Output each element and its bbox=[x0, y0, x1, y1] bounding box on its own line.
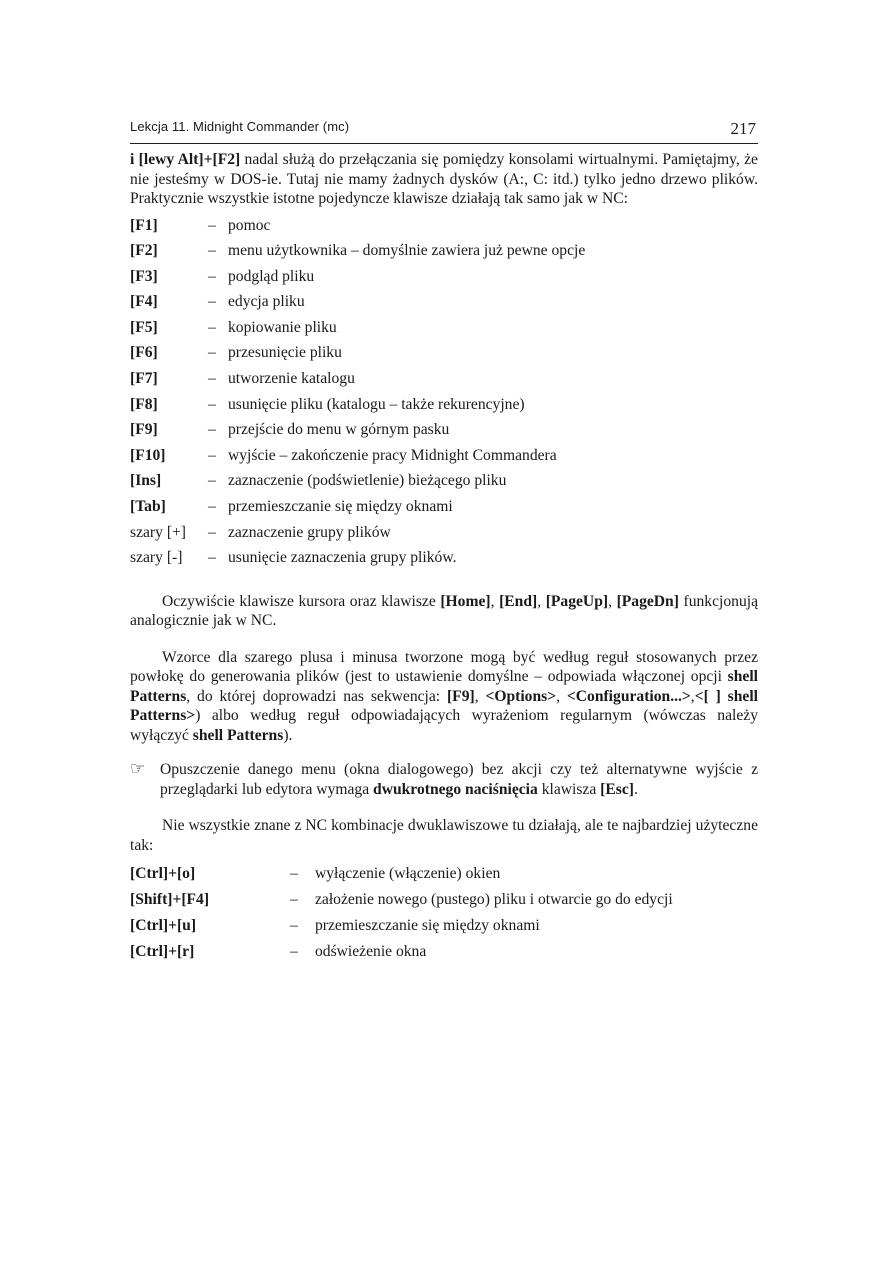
dash: – bbox=[208, 318, 216, 336]
dash: – bbox=[208, 242, 216, 260]
text-run: ). bbox=[283, 726, 293, 744]
combo-row bbox=[130, 891, 758, 917]
combo-list bbox=[130, 865, 758, 969]
patterns-paragraph bbox=[130, 648, 758, 746]
dash: – bbox=[208, 293, 216, 311]
dash: – bbox=[208, 421, 216, 439]
text-run: , do której doprowadzi nas sekwencja: bbox=[186, 687, 447, 705]
key-row bbox=[130, 242, 758, 268]
key-row bbox=[130, 421, 758, 447]
text-run: , bbox=[690, 687, 695, 705]
page-body bbox=[130, 150, 758, 969]
dash: – bbox=[208, 370, 216, 388]
combo-key: [Ctrl]+[o] bbox=[130, 865, 196, 883]
key-desc: menu użytkownika – domyślnie zawiera już pewne opcje bbox=[228, 242, 586, 260]
text-run: Wzorce dla szarego plusa i minusa tworzone mogą być według reguł stosowanych przez powłokę do generowania plików (jest to ustawienie domyślne – odpowiada włączonej opcji bbox=[130, 648, 758, 686]
gray-key-label bbox=[130, 524, 208, 542]
dash: – bbox=[208, 395, 216, 413]
note-block bbox=[130, 760, 758, 799]
pagedn-key: [PageDn] bbox=[616, 592, 679, 610]
gray-prefix: szary bbox=[130, 549, 163, 567]
dash: – bbox=[208, 446, 216, 464]
key-list bbox=[130, 217, 758, 575]
key-row bbox=[130, 396, 758, 422]
dash: – bbox=[208, 549, 216, 567]
key-label: [Tab] bbox=[130, 498, 166, 516]
key-label: [F6] bbox=[130, 344, 158, 362]
key-row bbox=[130, 370, 758, 396]
key-row bbox=[130, 319, 758, 345]
key-label: [F1] bbox=[130, 216, 158, 234]
key-row bbox=[130, 498, 758, 524]
dash: – bbox=[208, 472, 216, 490]
key-row bbox=[130, 549, 758, 575]
combo-desc: wyłączenie (włączenie) okien bbox=[315, 865, 501, 883]
key-desc: kopiowanie pliku bbox=[228, 318, 337, 336]
text-run: ) albo według reguł odpowiadających wyrażeniom regularnym (wówczas należy wyłączyć bbox=[130, 707, 758, 744]
dash: – bbox=[208, 498, 216, 516]
key-label: [F3] bbox=[130, 267, 158, 285]
page-number: 217 bbox=[730, 119, 756, 138]
text-run: , bbox=[608, 592, 617, 610]
combo-row bbox=[130, 943, 758, 969]
text-run: , bbox=[537, 592, 546, 610]
key-desc: przemieszczanie się między oknami bbox=[228, 498, 453, 516]
text-run: Opuszczenie danego menu (okna dialogowego) bez akcji czy też alternatywne wyjście z przeglądarki lub edytora wymaga bbox=[160, 761, 758, 798]
text-run: , bbox=[556, 687, 567, 705]
intro-key: i [lewy Alt]+[F2] bbox=[130, 151, 241, 168]
combo-desc: przemieszczanie się między oknami bbox=[315, 917, 540, 935]
key-row bbox=[130, 268, 758, 294]
key-row bbox=[130, 447, 758, 473]
dash: – bbox=[208, 216, 216, 234]
bold-term: [F9] bbox=[446, 687, 475, 705]
key-desc: przesunięcie pliku bbox=[228, 344, 342, 362]
key-label: [Ins] bbox=[130, 472, 162, 490]
key-label: [F4] bbox=[130, 293, 158, 311]
running-title: Lekcja 11. Midnight Commander (mc) bbox=[130, 119, 350, 134]
page-header bbox=[130, 117, 758, 144]
combo-key: [Ctrl]+[r] bbox=[130, 943, 195, 961]
key-desc: zaznaczenie (podświetlenie) bieżącego pliku bbox=[228, 472, 507, 490]
gray-key-label bbox=[130, 549, 208, 567]
cursor-keys-paragraph bbox=[130, 592, 758, 631]
key-desc: pomoc bbox=[228, 216, 271, 234]
home-key: [Home] bbox=[440, 592, 491, 610]
combo-row bbox=[130, 865, 758, 891]
dash: – bbox=[290, 891, 298, 909]
note-text bbox=[160, 760, 758, 799]
dash: – bbox=[290, 865, 298, 883]
text-run: , bbox=[474, 687, 486, 705]
text-run: . bbox=[633, 780, 638, 798]
dash: – bbox=[208, 344, 216, 362]
combo-row bbox=[130, 917, 758, 943]
key-desc: wyjście – zakończenie pracy Midnight Commandera bbox=[228, 446, 557, 464]
bold-term: <[ ] shell Patterns> bbox=[130, 687, 759, 725]
combos-paragraph: Nie wszystkie znane z NC kombinacje dwuklawiszowe tu działają, ale te najbardziej użyteczne tak: bbox=[130, 817, 758, 854]
key-desc: usunięcie pliku (katalogu – także rekurencyjne) bbox=[228, 395, 525, 413]
esc-key: [Esc] bbox=[600, 780, 634, 798]
key-desc: podgląd pliku bbox=[228, 267, 315, 285]
combo-key: [Ctrl]+[u] bbox=[130, 917, 197, 935]
combo-key: [Shift]+[F4] bbox=[130, 891, 210, 909]
dash: – bbox=[208, 523, 216, 541]
bold-term: shell Patterns bbox=[130, 668, 758, 705]
key-row bbox=[130, 344, 758, 370]
pointing-hand-icon: ☞ bbox=[130, 759, 146, 780]
pageup-key: [PageUp] bbox=[545, 592, 609, 610]
combo-desc: założenie nowego (pustego) pliku i otwarcie go do edycji bbox=[315, 891, 673, 909]
bold-term: <Options> bbox=[485, 687, 557, 705]
text-run: funkcjonują analogicznie jak w NC. bbox=[130, 592, 758, 630]
text-run: Oczywiście klawisze kursora oraz klawisze bbox=[162, 592, 441, 610]
gray-key: [-] bbox=[166, 549, 183, 567]
combo-desc: odświeżenie okna bbox=[315, 943, 427, 961]
key-label: [F8] bbox=[130, 395, 158, 413]
key-row bbox=[130, 524, 758, 550]
gray-prefix: szary bbox=[130, 523, 163, 541]
gray-key: [+] bbox=[166, 523, 186, 541]
key-label: [F5] bbox=[130, 318, 158, 336]
bold-term: shell Patterns bbox=[192, 726, 284, 744]
key-desc: usunięcie zaznaczenia grupy plików. bbox=[228, 549, 457, 567]
key-label: [F7] bbox=[130, 370, 158, 388]
key-desc: edycja pliku bbox=[228, 293, 305, 311]
bold-term: <Configuration...> bbox=[566, 687, 691, 705]
text-run: klawisza bbox=[537, 780, 601, 798]
intro-text: nadal służą do przełączania się pomiędzy konsolami wirtualnymi. Pamiętajmy, że nie jesteśmy w DOS-ie. Tutaj nie mamy żadnych dysków (A:, C: itd.) tylko jedno drzewo plików. Praktycznie wszystkie istotne pojedyncze klawisze działają tak samo jak w NC: bbox=[130, 151, 758, 207]
key-desc: przejście do menu w górnym pasku bbox=[228, 421, 450, 439]
key-row bbox=[130, 293, 758, 319]
dash: – bbox=[290, 917, 298, 935]
key-desc: utworzenie katalogu bbox=[228, 370, 355, 388]
key-label: [F2] bbox=[130, 242, 158, 260]
end-key: [End] bbox=[499, 592, 538, 610]
key-desc: zaznaczenie grupy plików bbox=[228, 523, 391, 541]
dash: – bbox=[208, 267, 216, 285]
key-label: [F10] bbox=[130, 446, 166, 464]
text-run: , bbox=[490, 592, 500, 610]
dash: – bbox=[290, 943, 298, 961]
bold-term: dwukrotnego naciśnięcia bbox=[373, 780, 538, 798]
key-row bbox=[130, 217, 758, 243]
intro-paragraph bbox=[130, 150, 758, 209]
key-row bbox=[130, 472, 758, 498]
key-label: [F9] bbox=[130, 421, 158, 439]
